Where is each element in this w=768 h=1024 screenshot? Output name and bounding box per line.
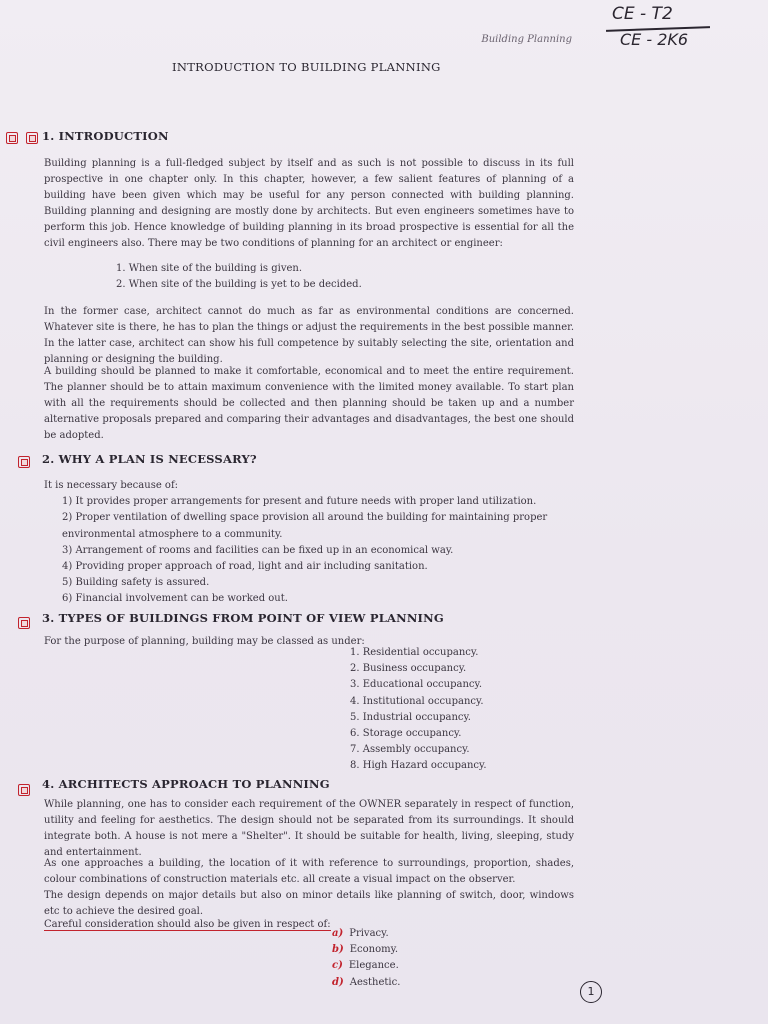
list-item: 2. Business occupancy. <box>350 663 467 675</box>
list-item: 4. Institutional occupancy. <box>350 695 484 707</box>
careful-consideration-lead <box>44 917 331 933</box>
list-item: 1) It provides proper arrangements for present and future needs with proper land utilization. <box>62 496 537 508</box>
list-item <box>332 926 400 942</box>
list-item-label: Aesthetic. <box>349 976 401 988</box>
page-number-circle: 1 <box>580 981 602 1003</box>
section-bullet-icon <box>18 456 30 468</box>
list-marker: d) <box>332 976 344 988</box>
list-item: 2) Proper ventilation of dwelling space provision all around the building for maintaining proper <box>62 512 548 524</box>
section-heading-building-types: 3. TYPES OF BUILDINGS FROM POINT OF VIEW PLANNING <box>42 611 444 625</box>
list-item: 1. When site of the building is given. <box>116 263 303 274</box>
building-types-list <box>350 645 487 775</box>
section-heading-why-plan: 2. WHY A PLAN IS NECESSARY? <box>42 452 257 466</box>
list-item: 5. Industrial occupancy. <box>350 711 471 723</box>
list-item: 7. Assembly occupancy. <box>350 744 470 756</box>
list-item: 6. Storage occupancy. <box>350 728 462 740</box>
section-heading-introduction: 1. INTRODUCTION <box>42 129 169 143</box>
building-types-lead: For the purpose of planning, building may be classed as under: <box>44 636 365 647</box>
handwritten-code-bottom: CE - 2K6 <box>620 30 689 49</box>
list-item <box>332 942 400 958</box>
list-item: 2. When site of the building is yet to be decided. <box>116 279 362 291</box>
list-item-label: Elegance. <box>348 960 399 972</box>
list-lead: It is necessary because of: <box>44 480 179 491</box>
list-marker: c) <box>332 960 343 972</box>
list-item-label: Economy. <box>349 944 399 956</box>
running-head: Building Planning <box>481 34 572 45</box>
list-marker: a) <box>332 928 344 939</box>
intro-paragraph-2: In the former case, architect cannot do much as far as environmental conditions are concerned. Whatever site is there, he has to plan the things or adjust the requirements in the best possible manner. In the latter case, architect can show his full competence by suitably selecting the site, orientation and planning or designing the building. <box>44 306 574 366</box>
list-item <box>332 958 400 974</box>
list-marker: b) <box>332 944 344 956</box>
list-item: 8. High Hazard occupancy. <box>350 760 487 772</box>
section-bullet-icon <box>26 132 38 144</box>
approach-paragraph-1: While planning, one has to consider each requirement of the OWNER separately in respect of function, utility and feeling for aesthetics. The design should not be separated from its surroundings. It should integrate both. A house is not mere a "Shelter". It should be suitable for health, living, sleeping, study and entertainment. <box>44 799 574 859</box>
approach-paragraph-3: The design depends on major details but also on minor details like planning of switch, door, windows etc to achieve the desired goal. <box>44 890 574 918</box>
list-item: 1. Residential occupancy. <box>350 647 479 658</box>
intro-paragraph-3: A building should be planned to make it comfortable, economical and to meet the entire requirement. The planner should be to attain maximum convenience with the limited money available. To start plan with all the requirements should be collected and then planning should be taken up and a number alternative proposals prepared and comparing their advantages and disadvantages, the best one should be adopted. <box>44 366 574 442</box>
list-item: 5) Building safety is assured. <box>62 577 210 589</box>
list-item: 4) Providing proper approach of road, light and air including sanitation. <box>62 561 428 573</box>
considerations-list <box>332 926 400 991</box>
list-item: environmental atmosphere to a community. <box>62 528 283 540</box>
list-item-label: Privacy. <box>349 928 389 939</box>
intro-paragraph-1: Building planning is a full-fledged subject by itself and as such is not possible to discuss in its full prospective in one chapter only. In this chapter, however, a few salient features of planning of a building have been given which may be useful for any person connected with building planning. Building planning and designing are mostly done by architects. But even engineers sometimes have to perform this job. Hence knowledge of building planning in its broad prospective is essential for all the civil engineers also. There may be two conditions of planning for an architect or engineer: <box>44 158 574 250</box>
list-item <box>332 975 400 991</box>
list-item: 3) Arrangement of rooms and facilities can be fixed up in an economical way. <box>62 544 454 556</box>
list-item: 6) Financial involvement can be worked out. <box>62 593 288 605</box>
section-heading-architects-approach: 4. ARCHITECTS APPROACH TO PLANNING <box>42 777 330 791</box>
section-bullet-icon <box>6 132 18 144</box>
section-bullet-icon <box>18 617 30 629</box>
careful-consideration-text: Careful consideration should also be given in respect of: <box>44 919 331 930</box>
document-title: INTRODUCTION TO BUILDING PLANNING <box>172 60 441 74</box>
why-plan-list <box>44 478 547 608</box>
planning-conditions-list <box>116 261 362 293</box>
list-item: 3. Educational occupancy. <box>350 679 483 691</box>
section-bullet-icon <box>18 784 30 796</box>
handwritten-code-top: CE - T2 <box>612 4 673 24</box>
approach-paragraph-2: As one approaches a building, the location of it with reference to surroundings, proportion, shades, colour combinations of construction materials etc. all create a visual impact on the observer. <box>44 858 574 886</box>
